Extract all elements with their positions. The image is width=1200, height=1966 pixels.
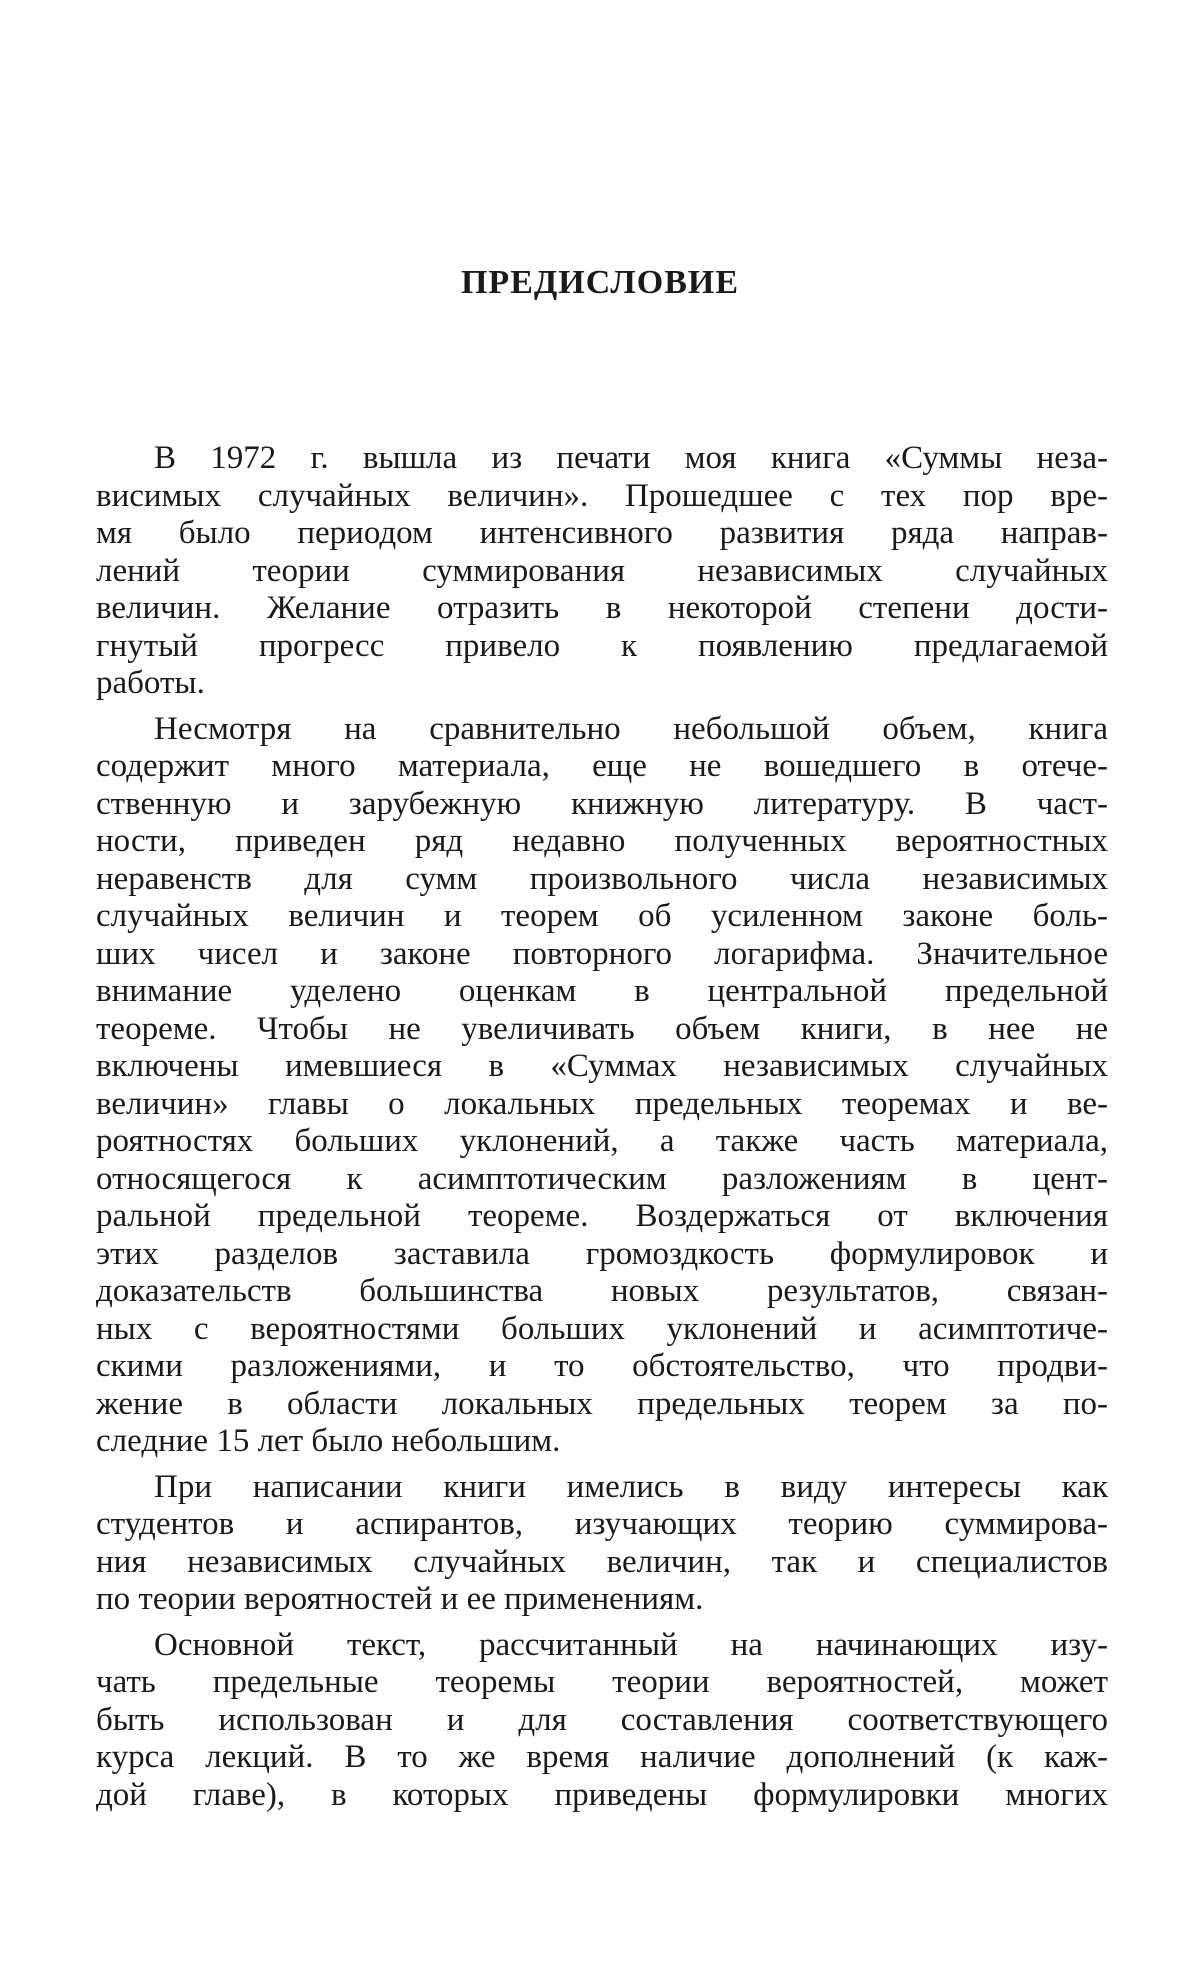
paragraph	[96, 711, 1108, 1461]
text-line: курса лекций. В то же время наличие дополнений (к каж-	[96, 1739, 1108, 1775]
text-line: ности, приведен ряд недавно полученных вероятностных	[96, 823, 1108, 859]
text-line: работы.	[96, 665, 205, 701]
text-line: жение в области локальных предельных теорем за по-	[96, 1385, 1108, 1422]
text-line: Основной текст, рассчитанный на начинающих изу-	[154, 1626, 1108, 1663]
text-line: ния независимых случайных величин, так и специалистов	[96, 1543, 1108, 1580]
text-line: быть использован и для составления соответствующего	[96, 1701, 1108, 1738]
text-line: лений теории суммирования независимых случайных	[96, 552, 1108, 589]
text-line: ственную и зарубежную книжную литературу. В част-	[96, 785, 1108, 822]
text-line: Несмотря на сравнительно небольшой объем, книга	[154, 710, 1108, 747]
paragraph	[96, 1469, 1108, 1619]
text-line: гнутый прогресс привело к появлению предлагаемой	[96, 627, 1108, 664]
text-line: скими разложениями, и то обстоятельство, что продви-	[96, 1348, 1108, 1384]
page-title: ПРЕДИСЛОВИЕ	[460, 264, 740, 301]
text-line: ных с вероятностями больших уклонений и асимптотиче-	[96, 1310, 1108, 1347]
text-line: величин» главы о локальных предельных теоремах и ве-	[96, 1085, 1108, 1122]
text-line: случайных величин и теорем об усиленном законе боль-	[96, 898, 1108, 934]
text-line: относящегося к асимптотическим разложениям в цент-	[96, 1160, 1108, 1197]
text-line: неравенств для сумм произвольного числа независимых	[96, 860, 1108, 897]
text-line: студентов и аспирантов, изучающих теорию суммирова-	[96, 1506, 1108, 1542]
text-line: содержит много материала, еще не вошедшего в отече-	[96, 748, 1108, 784]
text-line: ральной предельной теореме. Воздержаться от включения	[96, 1198, 1108, 1234]
preface-body	[96, 440, 1108, 1814]
paragraph	[96, 440, 1108, 703]
text-line: дой главе), в которых приведены формулировки многих	[96, 1776, 1108, 1813]
text-line: чать предельные теоремы теории вероятностей, может	[96, 1664, 1108, 1700]
text-line: При написании книги имелись в виду интересы как	[154, 1468, 1108, 1505]
paragraph	[96, 1627, 1108, 1815]
text-line: висимых случайных величин». Прошедшее с тех пор вре-	[96, 477, 1108, 514]
text-line: мя было периодом интенсивного развития ряда направ-	[96, 515, 1108, 551]
text-line: внимание уделено оценкам в центральной предельной	[96, 973, 1108, 1009]
text-line: по теории вероятностей и ее применениям.	[96, 1581, 704, 1617]
text-line: В 1972 г. вышла из печати моя книга «Суммы неза-	[154, 440, 1108, 476]
text-line: роятностях больших уклонений, а также часть материала,	[96, 1123, 1108, 1159]
text-line: доказательств большинства новых результатов, связан-	[96, 1273, 1108, 1309]
text-line: теореме. Чтобы не увеличивать объем книги, в нее не	[96, 1010, 1108, 1047]
text-line: величин. Желание отразить в некоторой степени дости-	[96, 590, 1108, 626]
text-line: включены имевшиеся в «Суммах независимых случайных	[96, 1048, 1108, 1084]
text-line: следние 15 лет было небольшим.	[96, 1423, 561, 1459]
text-line: этих разделов заставила громоздкость формулировок и	[96, 1235, 1108, 1272]
text-line: ших чисел и законе повторного логарифма. Значительное	[96, 935, 1108, 972]
